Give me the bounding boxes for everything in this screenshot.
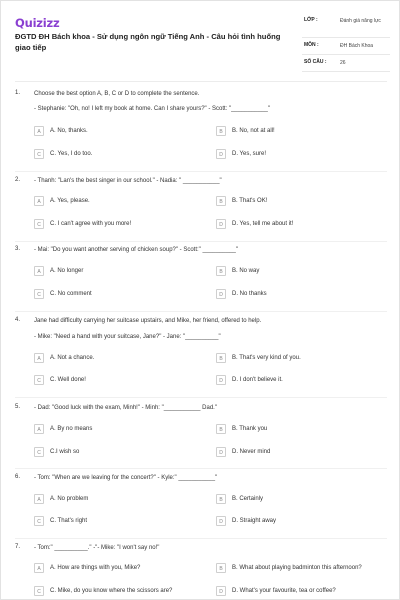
option-letter-box: D (216, 219, 226, 229)
option-letter-box: B (216, 266, 226, 276)
question-number: 3. (15, 246, 21, 252)
option-text: A. Yes, please. (50, 198, 90, 204)
question-text: Jane had difficulty carrying her suitcase upstairs, and Mike, her friend, offered to help. (34, 318, 262, 324)
option-text: D. Yes, sure! (232, 151, 267, 157)
option-text: D. Yes, tell me about it! (232, 221, 294, 227)
option-letter-box: B (216, 353, 226, 363)
option-text: D. No thanks (232, 291, 267, 297)
question-number: 7. (15, 544, 21, 550)
option-text: B. What about playing badminton this afternoon? (232, 565, 362, 571)
option-text: C. I can't agree with you more! (50, 221, 132, 227)
option-letter-box: D (216, 516, 226, 526)
option-text: A. How are things with you, Mike? (50, 565, 141, 571)
option-text: A. No problem (50, 496, 89, 502)
option-letter-box: B (216, 494, 226, 504)
question-text: - Mai: "Do you want another serving of chicken soup?" - Scott:" __________" (34, 247, 238, 253)
option-text: B. No way (232, 268, 260, 274)
option-letter-box: B (216, 424, 226, 434)
option-letter-box: C (34, 586, 44, 596)
option-text: A. Not a chance. (50, 355, 95, 361)
meta-value: ĐH Bách Khoa (340, 43, 374, 49)
header-divider (15, 81, 387, 82)
option-text: C. No comment (50, 291, 92, 297)
meta-label: MÔN : (304, 42, 319, 48)
question-text: Choose the best option A, B, C or D to complete the sentence. (34, 91, 200, 97)
option-text: C. Well done! (50, 377, 86, 383)
meta-panel (302, 13, 390, 72)
question-divider (15, 538, 387, 539)
question-divider (15, 171, 387, 172)
option-letter-box: B (216, 563, 226, 573)
option-text: C. Yes, I do too. (50, 151, 93, 157)
option-letter-box: C (34, 447, 44, 457)
meta-row-subject (302, 38, 390, 55)
option-text: A. By no means (50, 426, 93, 432)
option-letter-box: C (34, 149, 44, 159)
option-letter-box: A (34, 353, 44, 363)
option-letter-box: D (216, 149, 226, 159)
question-text: - Tom:" __________." -"- Mike: "I won't say no!" (34, 545, 160, 551)
option-text: B. Thank you (232, 426, 268, 432)
option-letter-box: D (216, 586, 226, 596)
question-subtext: - Stephanie: "Oh, no! I left my book at home. Can I share yours?" - Scott: "___________" (34, 106, 270, 112)
option-text: B. Certainly (232, 496, 264, 502)
option-letter-box: B (216, 196, 226, 206)
question-number: 5. (15, 404, 21, 410)
option-letter-box: A (34, 196, 44, 206)
question-number: 1. (15, 90, 21, 96)
option-text: B. That's very kind of you. (232, 355, 301, 361)
option-text: B. That's OK! (232, 198, 268, 204)
question-number: 2. (15, 177, 21, 183)
question-subtext: - Mike: "Need a hand with your suitcase, Jane?" - Jane: "__________" (34, 334, 221, 340)
option-text: B. No, not at all! (232, 128, 275, 134)
question-divider (15, 468, 387, 469)
question-divider (15, 397, 387, 398)
question-text: - Tom: "When are we leaving for the concert?" - Kyle:" ___________" (34, 475, 218, 481)
option-text: D. I don't believe it. (232, 377, 283, 383)
option-letter-box: C (34, 219, 44, 229)
option-letter-box: D (216, 447, 226, 457)
option-letter-box: A (34, 563, 44, 573)
meta-value: 26 (340, 60, 346, 66)
option-letter-box: A (34, 266, 44, 276)
option-letter-box: C (34, 516, 44, 526)
meta-label: LỚP : (304, 17, 318, 23)
option-letter-box: A (34, 126, 44, 136)
meta-label: SỐ CÂU : (304, 59, 327, 65)
question-text: - Thanh: "Lan's the best singer in our school." - Nadia: " ___________" (34, 178, 222, 184)
question-text: - Dad: "Good luck with the exam, Minh!" - Minh: "___________ Dad." (34, 405, 217, 411)
worksheet-title: ĐGTD ĐH Bách khoa - Sử dụng ngôn ngữ Tiếng Anh - Câu hỏi tình huống giao tiếp (15, 32, 281, 52)
question-divider (15, 241, 387, 242)
question-number: 4. (15, 317, 21, 323)
option-text: A. No longer (50, 268, 84, 274)
quizizz-logo: Quizizz (15, 16, 60, 30)
option-letter-box: C (34, 289, 44, 299)
option-text: D. Never mind (232, 449, 271, 455)
option-letter-box: C (34, 375, 44, 385)
option-text: D. What's your favourite, tea or coffee? (232, 588, 336, 594)
meta-value: Đánh giá năng lực (340, 18, 381, 24)
question-number: 6. (15, 474, 21, 480)
question-divider (15, 311, 387, 312)
option-text: A. No, thanks. (50, 128, 88, 134)
option-letter-box: B (216, 126, 226, 136)
option-text: C. Mike, do you know where the scissors are? (50, 588, 173, 594)
option-letter-box: D (216, 375, 226, 385)
meta-row-class (302, 13, 390, 38)
option-text: D. Straight away (232, 518, 277, 524)
meta-row-count (302, 55, 390, 72)
option-text: C.I wish so (50, 449, 80, 455)
option-text: C. That's right (50, 518, 88, 524)
option-letter-box: D (216, 289, 226, 299)
option-letter-box: A (34, 424, 44, 434)
option-letter-box: A (34, 494, 44, 504)
